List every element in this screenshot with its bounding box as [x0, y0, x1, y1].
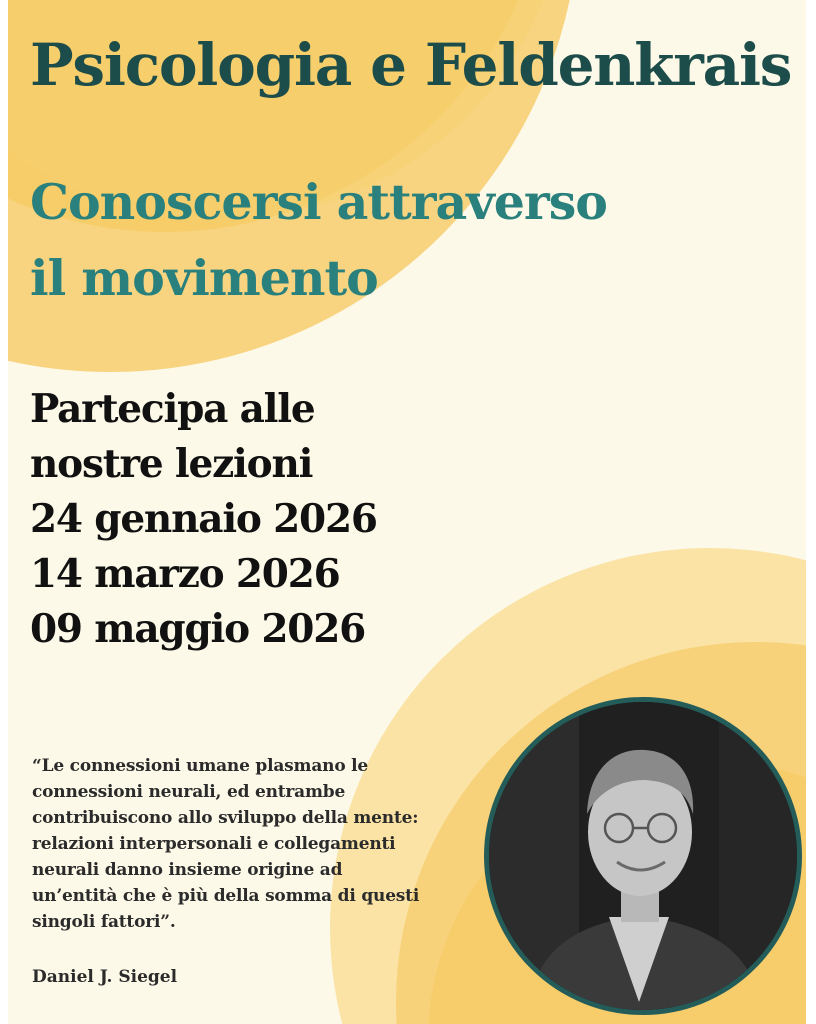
lesson-date: 09 maggio 2026	[30, 606, 366, 652]
quote-line: singoli fattori”.	[32, 912, 176, 932]
quote-line: un’entità che è più della somma di questi	[32, 886, 420, 906]
poster-title: Psicologia e Feldenkrais	[30, 31, 792, 99]
quote-line: relazioni interpersonali e collegamenti	[32, 834, 396, 854]
quote-line: “Le connessioni umane plasmano le	[32, 756, 369, 776]
invitation-block	[30, 382, 377, 657]
subtitle-line: Conoscersi attraverso	[30, 173, 607, 231]
portrait-illustration	[489, 702, 797, 1010]
subtitle-line: il movimento	[30, 249, 378, 307]
author-portrait	[484, 697, 802, 1015]
quote-line: contribuiscono allo sviluppo della mente:	[32, 808, 419, 828]
invitation-line: Partecipa alle	[30, 386, 315, 432]
quote-line: neurali danno insieme origine ad	[32, 860, 343, 880]
quote-author: Daniel J. Siegel	[32, 967, 178, 987]
quote	[32, 753, 472, 935]
lesson-date: 24 gennaio 2026	[30, 496, 377, 542]
poster-subtitle	[30, 164, 607, 316]
invitation-line: nostre lezioni	[30, 441, 313, 487]
lesson-date: 14 marzo 2026	[30, 551, 340, 597]
poster	[8, 0, 806, 1024]
quote-line: connessioni neurali, ed entrambe	[32, 782, 346, 802]
